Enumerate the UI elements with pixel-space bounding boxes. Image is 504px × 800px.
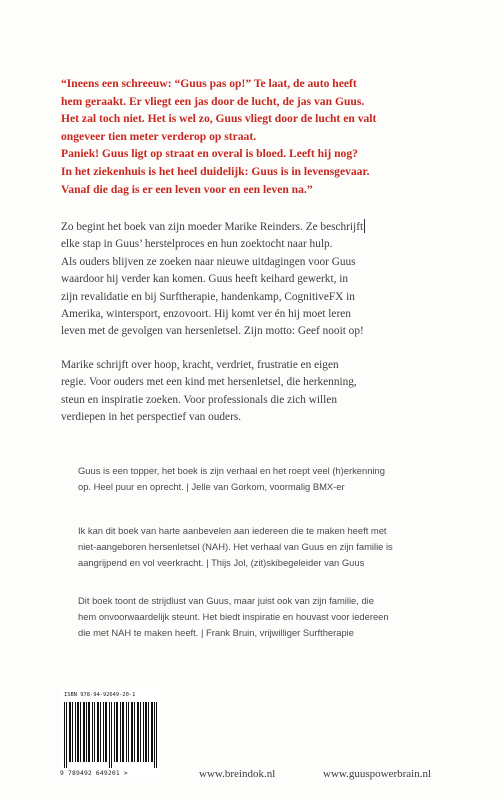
paragraph-line: verdiepen in het perspectief van ouders. bbox=[61, 411, 242, 424]
quote-line: “Ineens een schreeuw: “Guus pas op!” Te laat, de auto heeft bbox=[61, 77, 357, 90]
review-line: niet-aangeboren hersenletsel (NAH). Het verhaal van Guus en zijn familie is bbox=[78, 541, 393, 552]
description-paragraph-2 bbox=[61, 357, 491, 427]
barcode-icon bbox=[64, 702, 158, 768]
opening-quote bbox=[61, 75, 481, 198]
review-line: Guus is een topper, het boek is zijn verhaal en het roept veel (h)erkenning bbox=[78, 465, 385, 476]
text-cursor bbox=[364, 219, 365, 233]
paragraph-line: elke stap in Guus’ herstelproces en hun zoektocht naar hulp. bbox=[61, 238, 333, 251]
isbn-label: ISBN 978-94-92649-20-1 bbox=[64, 692, 136, 698]
paragraph-line: Amerika, wintersport, enzovoort. Hij komt ver én hij moet leren bbox=[61, 308, 351, 321]
quote-line: ongeveer tien meter verderop op straat. bbox=[61, 129, 257, 143]
publisher-website-link[interactable]: www.breindok.nl bbox=[199, 768, 276, 780]
paragraph-line: Zo begint het boek van zijn moeder Marike Reinders. Ze beschrijft bbox=[61, 221, 364, 233]
quote-line: Het zal toch niet. Het is wel zo, Guus vliegt door de lucht en valt bbox=[61, 112, 377, 126]
paragraph-line: zijn revalidatie en bij Surftherapie, handenkamp, CognitiveFX in bbox=[61, 290, 355, 303]
review-2 bbox=[78, 523, 488, 571]
quote-line: Vanaf die dag is er een leven voor en een leven na.” bbox=[61, 182, 313, 196]
review-line: aangrijpend en vol veerkracht. | Thijs Jol, (zit)skibegeleider van Guus bbox=[78, 557, 365, 568]
review-1 bbox=[78, 463, 488, 495]
review-3 bbox=[78, 593, 488, 641]
paragraph-line: Als ouders blijven ze zoeken naar nieuwe uitdagingen voor Guus bbox=[61, 255, 356, 268]
paragraph-line: Marike schrijft over hoop, kracht, verdriet, frustratie en eigen bbox=[61, 359, 339, 371]
paragraph-line: steun en inspiratie zoeken. Voor professionals die zich willen bbox=[61, 393, 337, 406]
review-line: die met NAH te maken heeft. | Frank Bruin, vrijwilliger Surftherapie bbox=[78, 627, 354, 638]
review-line: op. Heel puur en oprecht. | Jelle van Gorkom, voormalig BMX-er bbox=[78, 481, 345, 492]
quote-line: Paniek! Guus ligt op straat en overal is bloed. Leeft hij nog? bbox=[61, 147, 358, 161]
barcode-digits: 9 789492 649201 > bbox=[60, 770, 128, 777]
quote-line: hem geraakt. Er vliegt een jas door de lucht, de jas van Guus. bbox=[61, 94, 365, 108]
description-paragraph-1 bbox=[61, 219, 491, 341]
paragraph-line: waardoor hij verder kan komen. Guus heeft keihard gewerkt, in bbox=[61, 273, 349, 286]
paragraph-line: regie. Voor ouders met een kind met hersenletsel, die herkenning, bbox=[61, 376, 357, 389]
review-line: Ik kan dit boek van harte aanbevelen aan iedereen die te maken heeft met bbox=[78, 525, 387, 536]
project-website-link[interactable]: www.guuspowerbrain.nl bbox=[323, 768, 432, 780]
paragraph-line: leven met de gevolgen van hersenletsel. Zijn motto: Geef nooit op! bbox=[61, 325, 364, 338]
review-line: Dit boek toont de strijdlust van Guus, maar juist ook van zijn familie, die bbox=[78, 595, 374, 606]
quote-line: In het ziekenhuis is het heel duidelijk: Guus is in levensgevaar. bbox=[61, 164, 370, 178]
review-line: hem onvoorwaardelijk steunt. Het biedt inspiratie en houvast voor iedereen bbox=[78, 611, 389, 622]
